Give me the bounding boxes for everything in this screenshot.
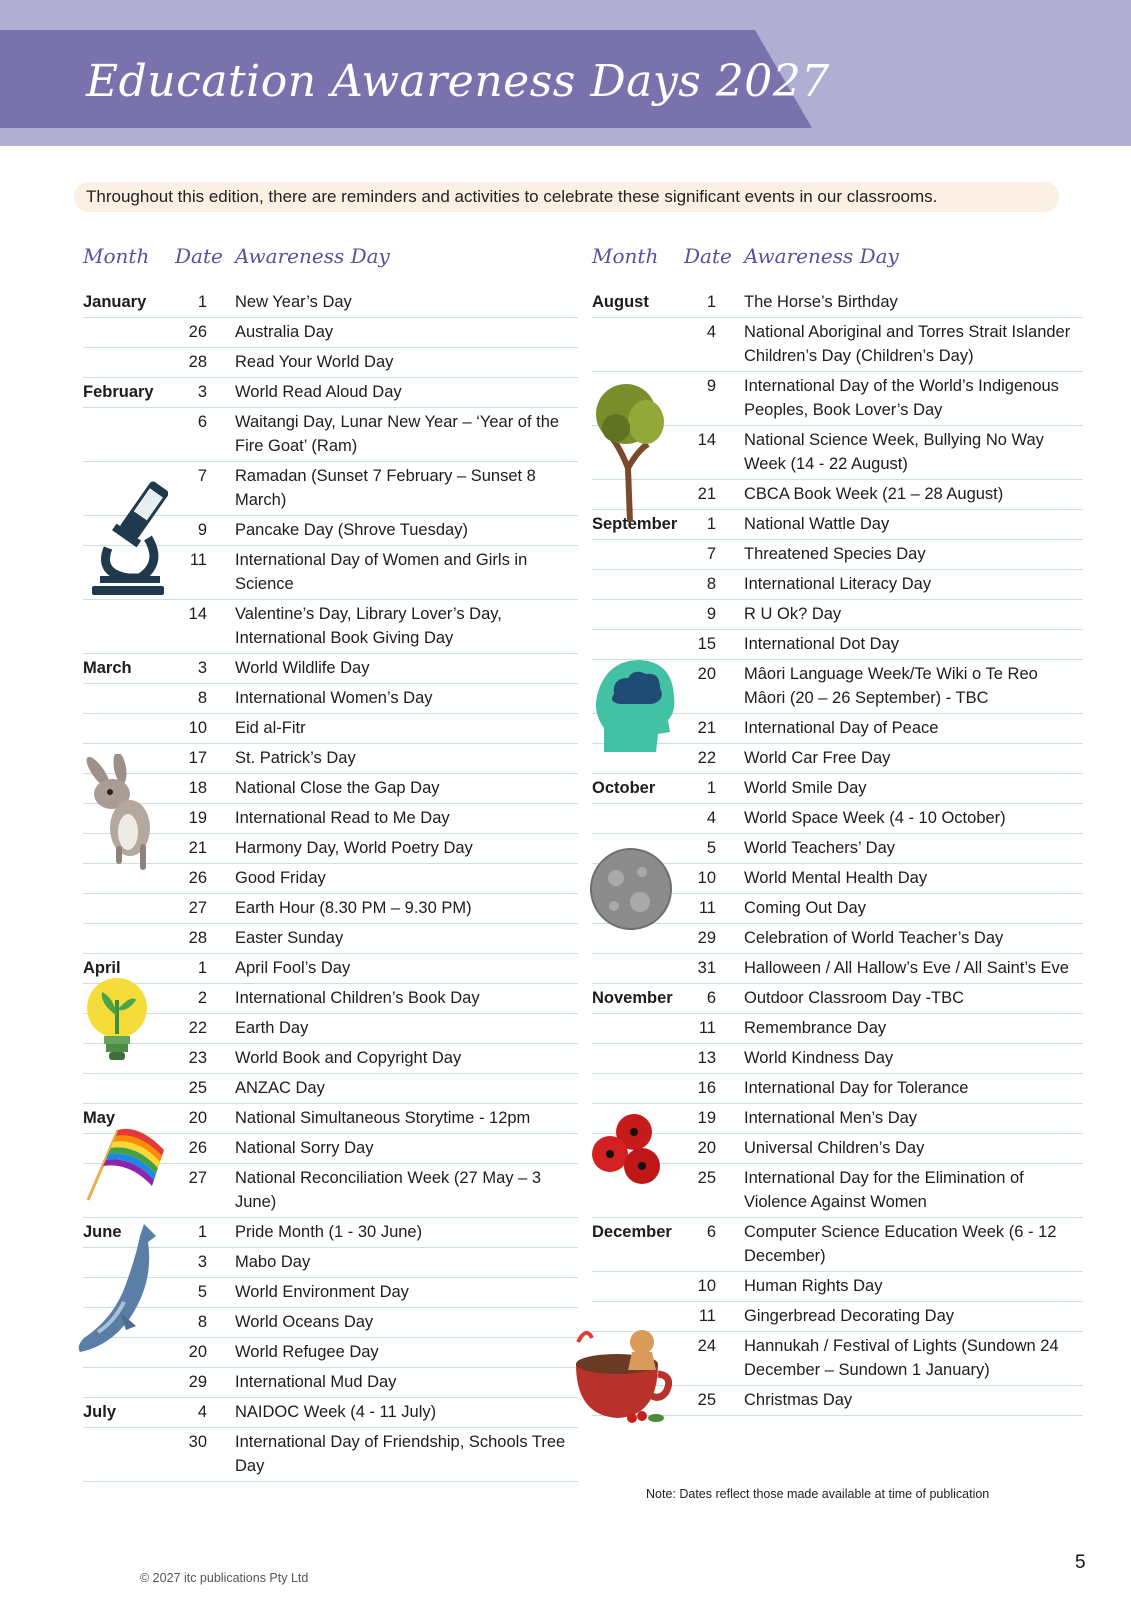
row-date: 20 <box>188 1109 207 1127</box>
gingerbread-cocoa-icon <box>562 1320 672 1430</box>
rainbow-flag-icon <box>84 1126 168 1202</box>
table-row <box>592 630 1083 660</box>
row-awareness-day: National Simultaneous Storytime - 12pm <box>235 1109 531 1127</box>
row-awareness-day: April Fool’s Day <box>235 959 351 977</box>
row-date: 4 <box>706 809 716 827</box>
row-date: 1 <box>706 293 716 311</box>
row-awareness-day: International Dot Day <box>744 635 900 653</box>
row-awareness-day: World Space Week (4 - 10 October) <box>744 809 1006 827</box>
row-date: 11 <box>698 899 716 917</box>
row-date: 1 <box>197 959 207 977</box>
row-date: 8 <box>706 575 716 593</box>
whale-icon <box>74 1222 164 1354</box>
table-row <box>83 318 578 348</box>
row-date: 3 <box>197 659 207 677</box>
row-date: 24 <box>697 1337 716 1355</box>
row-date: 3 <box>197 383 207 401</box>
row-date: 7 <box>197 467 207 485</box>
table-row <box>83 1074 578 1104</box>
row-awareness-day: Eid al-Fitr <box>235 719 306 737</box>
row-awareness-day: International Read to Me Day <box>235 809 450 827</box>
row-awareness-day: CBCA Book Week (21 – 28 August) <box>744 485 1004 503</box>
table-row <box>592 774 1083 804</box>
row-awareness-day: International Day for Tolerance <box>744 1079 969 1097</box>
row-month: February <box>83 383 154 401</box>
table-row <box>592 804 1083 834</box>
row-awareness-day: Earth Hour (8.30 PM – 9.30 PM) <box>235 899 472 917</box>
row-awareness-day: World Mental Health Day <box>744 869 928 887</box>
row-awareness-day: World Environment Day <box>235 1283 409 1301</box>
right-column-header <box>592 244 1083 288</box>
left-column-header <box>83 244 578 288</box>
row-date: 28 <box>188 929 207 947</box>
month-header: Month <box>592 244 659 268</box>
row-awareness-day: Coming Out Day <box>744 899 866 917</box>
table-row <box>592 1014 1083 1044</box>
row-date: 6 <box>706 1223 716 1241</box>
row-date: 8 <box>197 1313 207 1331</box>
row-awareness-day: World Oceans Day <box>235 1313 374 1331</box>
row-awareness-day: St. Patrick’s Day <box>235 749 356 767</box>
row-awareness-day: World Smile Day <box>744 779 867 797</box>
row-date: 8 <box>197 689 207 707</box>
row-awareness-day: ANZAC Day <box>235 1079 325 1097</box>
head-cloud-icon <box>592 658 676 752</box>
row-awareness-day: Outdoor Classroom Day -TBC <box>744 989 965 1007</box>
row-date: 21 <box>697 719 716 737</box>
row-awareness-day: Remembrance Day <box>744 1019 887 1037</box>
row-date: 31 <box>697 959 716 977</box>
row-month: May <box>83 1109 116 1127</box>
table-row <box>592 984 1083 1014</box>
row-awareness-day: International Day of Peace <box>744 719 939 737</box>
row-date: 27 <box>188 1169 207 1187</box>
row-month: April <box>83 959 121 977</box>
row-awareness-day: Halloween / All Hallow’s Eve / All Saint’s Eve <box>744 959 1069 977</box>
row-date: 4 <box>706 323 716 341</box>
row-awareness-day: Universal Children’s Day <box>744 1139 925 1157</box>
row-date: 23 <box>188 1049 207 1067</box>
table-row <box>83 894 578 924</box>
row-date: 10 <box>697 869 716 887</box>
row-month: January <box>83 293 147 311</box>
intro-text: Throughout this edition, there are reminders and activities to celebrate these significant events in our classrooms. <box>74 182 1059 212</box>
row-date: 25 <box>697 1169 716 1187</box>
table-row <box>592 540 1083 570</box>
row-month: November <box>592 989 673 1007</box>
lightbulb-icon <box>84 976 150 1066</box>
row-date: 6 <box>706 989 716 1007</box>
row-awareness-day: Australia Day <box>235 323 334 341</box>
row-awareness-day: Hannukah / Festival of Lights (Sundown 24 December – Sundown 1 January) <box>744 1337 1059 1379</box>
row-awareness-day: Computer Science Education Week (6 - 12 December) <box>744 1223 1057 1265</box>
awareness-day-header: Awareness Day <box>235 244 390 268</box>
row-awareness-day: Ramadan (Sunset 7 February – Sunset 8 March) <box>235 467 536 509</box>
row-awareness-day: International Women’s Day <box>235 689 433 707</box>
table-row <box>592 954 1083 984</box>
row-awareness-day: World Wildlife Day <box>235 659 370 677</box>
row-awareness-day: National Sorry Day <box>235 1139 374 1157</box>
row-date: 26 <box>188 323 207 341</box>
row-awareness-day: Waitangi Day, Lunar New Year – ‘Year of the Fire Goat’ (Ram) <box>235 413 560 455</box>
page-title: Education Awareness Days 2027 <box>86 56 830 107</box>
row-date: 22 <box>188 1019 207 1037</box>
row-awareness-day: National Aboriginal and Torres Strait Islander Children’s Day (Children’s Day) <box>744 323 1071 365</box>
row-awareness-day: Read Your World Day <box>235 353 394 371</box>
page-number: 5 <box>1075 1552 1086 1573</box>
row-date: 17 <box>188 749 207 767</box>
table-row <box>592 1272 1083 1302</box>
row-date: 1 <box>197 1223 207 1241</box>
table-row <box>83 984 578 1014</box>
row-date: 20 <box>188 1343 207 1361</box>
row-awareness-day: National Wattle Day <box>744 515 890 533</box>
table-row <box>592 1044 1083 1074</box>
table-row <box>592 1218 1083 1272</box>
row-month: October <box>592 779 656 797</box>
row-date: 1 <box>197 293 207 311</box>
awareness-day-header: Awareness Day <box>744 244 899 268</box>
row-date: 5 <box>706 839 716 857</box>
row-awareness-day: The Horse’s Birthday <box>744 293 898 311</box>
table-row <box>83 408 578 462</box>
row-date: 11 <box>698 1019 716 1037</box>
row-awareness-day: Harmony Day, World Poetry Day <box>235 839 473 857</box>
row-date: 26 <box>188 869 207 887</box>
row-awareness-day: New Year’s Day <box>235 293 352 311</box>
row-awareness-day: R U Ok? Day <box>744 605 842 623</box>
table-row <box>83 1368 578 1398</box>
row-date: 2 <box>197 989 207 1007</box>
row-date: 25 <box>188 1079 207 1097</box>
row-month: September <box>592 515 678 533</box>
row-awareness-day: Valentine’s Day, Library Lover’s Day, International Book Giving Day <box>235 605 502 647</box>
table-row <box>592 570 1083 600</box>
row-awareness-day: NAIDOC Week (4 - 11 July) <box>235 1403 437 1421</box>
row-date: 30 <box>188 1433 207 1451</box>
row-awareness-day: Easter Sunday <box>235 929 344 947</box>
table-row <box>592 600 1083 630</box>
row-awareness-day: Mâori Language Week/Te Wiki o Te Reo Mâori (20 – 26 September) - TBC <box>744 665 1038 707</box>
row-awareness-day: World Refugee Day <box>235 1343 379 1361</box>
row-date: 4 <box>197 1403 207 1421</box>
row-date: 21 <box>188 839 207 857</box>
row-date: 9 <box>197 521 207 539</box>
row-awareness-day: World Book and Copyright Day <box>235 1049 462 1067</box>
row-date: 14 <box>697 431 716 449</box>
tree-icon <box>592 378 672 522</box>
row-date: 9 <box>706 377 716 395</box>
table-row <box>83 600 578 654</box>
row-awareness-day: Celebration of World Teacher’s Day <box>744 929 1004 947</box>
row-month: December <box>592 1223 672 1241</box>
table-row <box>83 1014 578 1044</box>
row-month: March <box>83 659 132 677</box>
table-row <box>83 714 578 744</box>
table-row <box>592 288 1083 318</box>
date-header: Date <box>175 244 223 268</box>
row-awareness-day: International Mud Day <box>235 1373 397 1391</box>
row-date: 6 <box>197 413 207 431</box>
row-awareness-day: National Reconciliation Week (27 May – 3 June) <box>235 1169 542 1211</box>
row-date: 11 <box>189 551 207 569</box>
row-date: 25 <box>697 1391 716 1409</box>
row-awareness-day: World Read Aloud Day <box>235 383 402 401</box>
row-awareness-day: World Teachers’ Day <box>744 839 896 857</box>
row-awareness-day: Gingerbread Decorating Day <box>744 1307 955 1325</box>
row-date: 10 <box>697 1277 716 1295</box>
row-awareness-day: Pride Month (1 - 30 June) <box>235 1223 423 1241</box>
row-date: 11 <box>698 1307 716 1325</box>
table-row <box>83 954 578 984</box>
row-date: 9 <box>706 605 716 623</box>
row-date: 10 <box>188 719 207 737</box>
row-awareness-day: International Literacy Day <box>744 575 932 593</box>
row-awareness-day: International Day of Friendship, Schools Tree Day <box>235 1433 566 1475</box>
row-date: 13 <box>697 1049 716 1067</box>
row-awareness-day: Good Friday <box>235 869 326 887</box>
table-row <box>83 654 578 684</box>
table-row <box>83 378 578 408</box>
row-date: 21 <box>697 485 716 503</box>
row-awareness-day: Mabo Day <box>235 1253 311 1271</box>
row-date: 15 <box>697 635 716 653</box>
row-date: 28 <box>188 353 207 371</box>
table-row <box>83 348 578 378</box>
microscope-icon <box>88 478 168 602</box>
row-date: 18 <box>188 779 207 797</box>
row-date: 27 <box>188 899 207 917</box>
row-awareness-day: Human Rights Day <box>744 1277 883 1295</box>
row-awareness-day: Earth Day <box>235 1019 309 1037</box>
row-date: 1 <box>706 779 716 797</box>
row-date: 29 <box>697 929 716 947</box>
row-date: 26 <box>188 1139 207 1157</box>
row-date: 1 <box>706 515 716 533</box>
row-month: June <box>83 1223 122 1241</box>
table-row <box>83 924 578 954</box>
row-date: 14 <box>188 605 207 623</box>
row-date: 19 <box>188 809 207 827</box>
row-awareness-day: World Kindness Day <box>744 1049 894 1067</box>
table-row <box>83 1398 578 1428</box>
table-row <box>592 1074 1083 1104</box>
table-row <box>83 684 578 714</box>
row-month: July <box>83 1403 117 1421</box>
row-awareness-day: International Children’s Book Day <box>235 989 480 1007</box>
poppy-icon <box>588 1110 668 1190</box>
row-awareness-day: National Science Week, Bullying No Way Week (14 - 22 August) <box>744 431 1044 473</box>
table-row <box>83 1428 578 1482</box>
row-awareness-day: International Day of the World’s Indigenous Peoples, Book Lover’s Day <box>744 377 1059 419</box>
row-awareness-day: Pancake Day (Shrove Tuesday) <box>235 521 468 539</box>
table-row <box>83 1044 578 1074</box>
row-date: 16 <box>697 1079 716 1097</box>
copyright: © 2027 itc publications Pty Ltd <box>140 1571 309 1585</box>
row-awareness-day: National Close the Gap Day <box>235 779 440 797</box>
row-awareness-day: Threatened Species Day <box>744 545 926 563</box>
row-date: 3 <box>197 1253 207 1271</box>
row-date: 22 <box>697 749 716 767</box>
date-header: Date <box>684 244 732 268</box>
row-awareness-day: World Car Free Day <box>744 749 891 767</box>
row-month: August <box>592 293 649 311</box>
row-awareness-day: International Day for the Elimination of Violence Against Women <box>744 1169 1024 1211</box>
moon-icon <box>590 848 672 930</box>
row-date: 20 <box>697 1139 716 1157</box>
row-date: 7 <box>706 545 716 563</box>
row-date: 19 <box>697 1109 716 1127</box>
rabbit-icon <box>80 754 162 872</box>
row-awareness-day: International Men’s Day <box>744 1109 918 1127</box>
month-header: Month <box>83 244 150 268</box>
row-date: 20 <box>697 665 716 683</box>
publication-note: Note: Dates reflect those made available at time of publication <box>646 1487 990 1501</box>
row-date: 5 <box>197 1283 207 1301</box>
row-awareness-day: Christmas Day <box>744 1391 853 1409</box>
table-row <box>592 318 1083 372</box>
table-row <box>83 288 578 318</box>
row-awareness-day: International Day of Women and Girls in Science <box>235 551 528 593</box>
row-date: 29 <box>188 1373 207 1391</box>
